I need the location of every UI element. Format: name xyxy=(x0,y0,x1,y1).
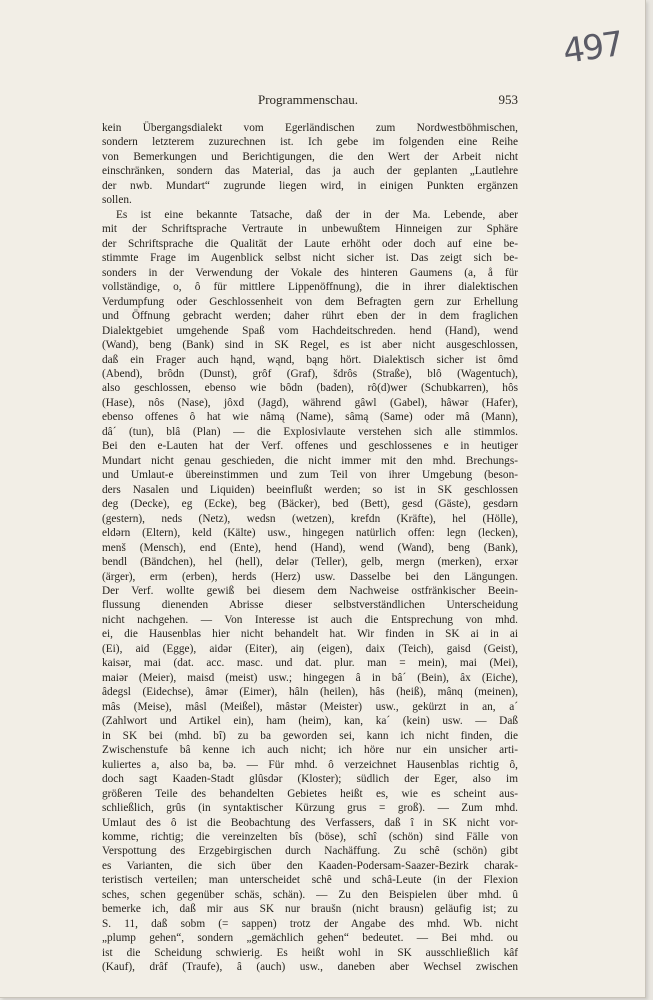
text-line: bemerke ich, daß mir aus SK nur braušn (nicht brausn) geläufig ist; zu xyxy=(102,903,518,916)
text-line: Zwischenstufe bâ kenne ich auch nicht; ich höre nur ein unsicher arti- xyxy=(102,744,518,757)
text-line: (Abend), brôdn (Dunst), grôf (Graf), šdrôs (Straße), blô (Wagentuch), xyxy=(102,367,518,380)
page-number: 953 xyxy=(498,92,518,107)
text-line: (Kauf), drâf (Traufe), â (auch) usw., daneben aber Wechsel zwischen xyxy=(102,961,518,974)
text-line: in SK bei (mhd. bî) zu ba geworden sei, kann ich nicht finden, die xyxy=(102,729,518,742)
text-line: Dialektgebiet umgehende Spaß vom Hachdeitschreden. hend (Hand), wend xyxy=(102,324,518,337)
text-line: Mundart nicht genau geschieden, die nicht immer mit den mhd. Brechungs- xyxy=(102,454,518,467)
text-line: bendl (Bändchen), hel (hell), delər (Teller), gelb, mergn (merken), erxər xyxy=(102,556,518,569)
text-line: und Umlaut-e übereinstimmen und zum Teil von ihrer Umgebung (beson- xyxy=(102,469,518,482)
text-line: (Wand), beng (Bank) sind in SK Regel, es ist aber nicht ausgeschlossen, xyxy=(102,339,518,352)
text-line: eldərn (Eltern), keld (Kälte) usw., hingegen natürlich offen: legn (lecken), xyxy=(102,527,518,540)
text-line: der nwb. Mundart“ zugrunde liegen wird, in einigen Punkten ergänzen xyxy=(102,179,518,192)
text-line: sches, schen gegenüber schäs, schän). — Zu den Beispielen über mhd. û xyxy=(102,888,518,901)
text-line: der Schriftsprache die Qualität der Laute erhöht oder doch auf eine be- xyxy=(102,237,518,250)
text-line: Es ist eine bekannte Tatsache, daß der in der Ma. Lebende, aber xyxy=(116,208,518,221)
text-line: größeren Teile des behandelten Gebietes heißt es, wie es scheint aus- xyxy=(102,787,518,800)
text-line: kuliertes a, also ba, bə. — Für mhd. ô verzeichnet Hausenblas richtig ô, xyxy=(102,758,518,771)
text-line: Umlaut des ô ist die Beobachtung des Verfassers, daß î in SK nicht vor- xyxy=(102,816,518,829)
text-line: vollständige, o, ô für mittlere Lippenöffnung), die in ihrer dialektischen xyxy=(102,281,518,294)
text-line: einschränken, sondern das Material, das ja auch der geplanten „Lautlehre xyxy=(102,165,518,178)
text-line: schließlich, grûs (in syntaktischer Kürzung grus = groß). — Zum mhd. xyxy=(102,802,518,815)
text-line: S. 11, daß sobm (= sappen) trotz der Angabe des mhd. Wb. nicht xyxy=(102,917,518,930)
text-line: âdegsl (Eidechse), âmər (Eimer), hâln (heilen), hâs (heiß), mânq (meinen), xyxy=(102,686,518,699)
text-line: (ärger), erm (erben), herds (Herz) usw. Dasselbe bei den Längungen. xyxy=(102,570,518,583)
text-line: sollen. xyxy=(102,194,132,207)
text-line: ebenso offenes ô hat wie nâmą (Name), sâmą (Same) oder mâ (Mann), xyxy=(102,411,518,424)
text-line: mâs (Meise), mâsl (Meißel), mâstər (Meister) usw., gekürzt in an, a´ xyxy=(102,700,518,713)
text-line: also geschlossen, ebenso wie bôdn (baden), rô(d)wer (Schubkarren), hôs xyxy=(102,382,518,395)
text-line: stimmte Frage im Augenblick selbst nicht sicher ist. Das zeigt sich be- xyxy=(102,252,518,265)
text-line: (Hase), nôs (Nase), jôxd (Jagd), während gâwl (Gabel), hâwər (Hafer), xyxy=(102,396,518,409)
header-title: Programmenschau. xyxy=(258,92,359,107)
text-line: sonders in der Verwendung der Vokale des hinteren Gaumens (a, å für xyxy=(102,266,518,279)
text-line: flussung dienenden Abrisse dieser selbstverständlichen Unterscheidung xyxy=(102,599,518,612)
text-line: kaisər, mai (dat. acc. masc. und dat. plur. man = mein), mai (Mei), xyxy=(102,657,518,670)
text-line: sondern letzterem zuzurechnen ist. Ich gebe im folgenden eine Reihe xyxy=(102,136,518,149)
text-line: maiər (Meier), maisd (meist) usw.; hingegen â in bâ´ (Bein), âx (Eiche), xyxy=(102,671,518,684)
text-line: doch sagt Kaaden-Stadt glûsdər (Kloster); südlich der Eger, also im xyxy=(102,773,518,786)
text-line: menš (Mensch), end (Ente), hend (Hand), wend (Wand), beng (Bank), xyxy=(102,541,518,554)
text-line: von Bemerkungen und Berichtigungen, die den Wert der Arbeit nicht xyxy=(102,150,518,163)
text-line: (Zahlwort und Artikel ein), ham (heim), kan, ka´ (kein) usw. — Daß xyxy=(102,715,518,728)
text-line: „plump gehen“, sondern „gemächlich gehen“ bedeutet. — Bei mhd. ou xyxy=(102,932,518,945)
text-line: (Ei), aid (Egge), aidər (Eiter), aiŋ (eigen), daix (Teich), gaisd (Geist), xyxy=(102,642,518,655)
text-line: dâ´ (tun), blâ (Plan) — die Explosivlaute verstehen sich alle stimmlos. xyxy=(102,425,518,438)
text-line: teristisch verteilen; man unterscheidet schê und schâ-Leute (in der Flexion xyxy=(102,874,518,887)
text-line: ist die Scheidung schwierig. Es heißt wohl in SK ausschließlich kâf xyxy=(102,946,518,959)
text-line: daß ein Frager auch hąnd, wąnd, bąng hört. Dialektisch sicher ist ômd xyxy=(102,353,518,366)
text-line: komme, richtig; die vereinzelten bîs (böse), schî (schön) sind Fälle von xyxy=(102,830,518,843)
text-line: Bei den e-Lauten hat der Verf. offenes und geschlossenes e in heutiger xyxy=(102,440,518,453)
body-text xyxy=(102,121,518,975)
text-line: Verdumpfung oder Geschlossenheit von dem Befragten gern zur Erhellung xyxy=(102,295,518,308)
text-line: kein Übergangsdialekt vom Egerländischen zum Nordwestböhmischen, xyxy=(102,122,518,134)
text-line: (gestern), neds (Netz), wedsn (wetzen), krefdn (Kräfte), hel (Hölle), xyxy=(102,512,518,525)
text-line: mit der Schriftsprache Vertraute in unbewußtem Hinneigen zur Sphäre xyxy=(102,223,518,236)
text-line: nicht nachgehen. — Von Interesse ist auch die Entsprechung von mhd. xyxy=(102,613,518,626)
text-line: Der Verf. wollte gewiß bei diesem dem Nachweise ostfränkischer Beein- xyxy=(102,585,518,597)
text-line: es Varianten, die sich über den Kaaden-Podersam-Saazer-Bezirk charak- xyxy=(102,859,518,872)
text-line: und Öffnung gebracht werden; daher rührt eben der in dem fraglichen xyxy=(102,310,518,323)
text-line: deg (Decke), eg (Ecke), beg (Bäcker), bed (Bett), gesd (Gäste), gesdərn xyxy=(102,498,518,511)
handwritten-folio-number: 497 xyxy=(560,24,625,72)
text-line: Verspottung des Erzgebirgischen durch Nachäffung. Zu schê (schön) gibt xyxy=(102,845,518,858)
text-line: ders Nasalen und Liquiden) beeinflußt werden; so ist in SK geschlossen xyxy=(102,483,518,496)
text-line: ei, die Hausenblas hier nicht behandelt hat. Wir finden in SK ai in ai xyxy=(102,628,518,641)
